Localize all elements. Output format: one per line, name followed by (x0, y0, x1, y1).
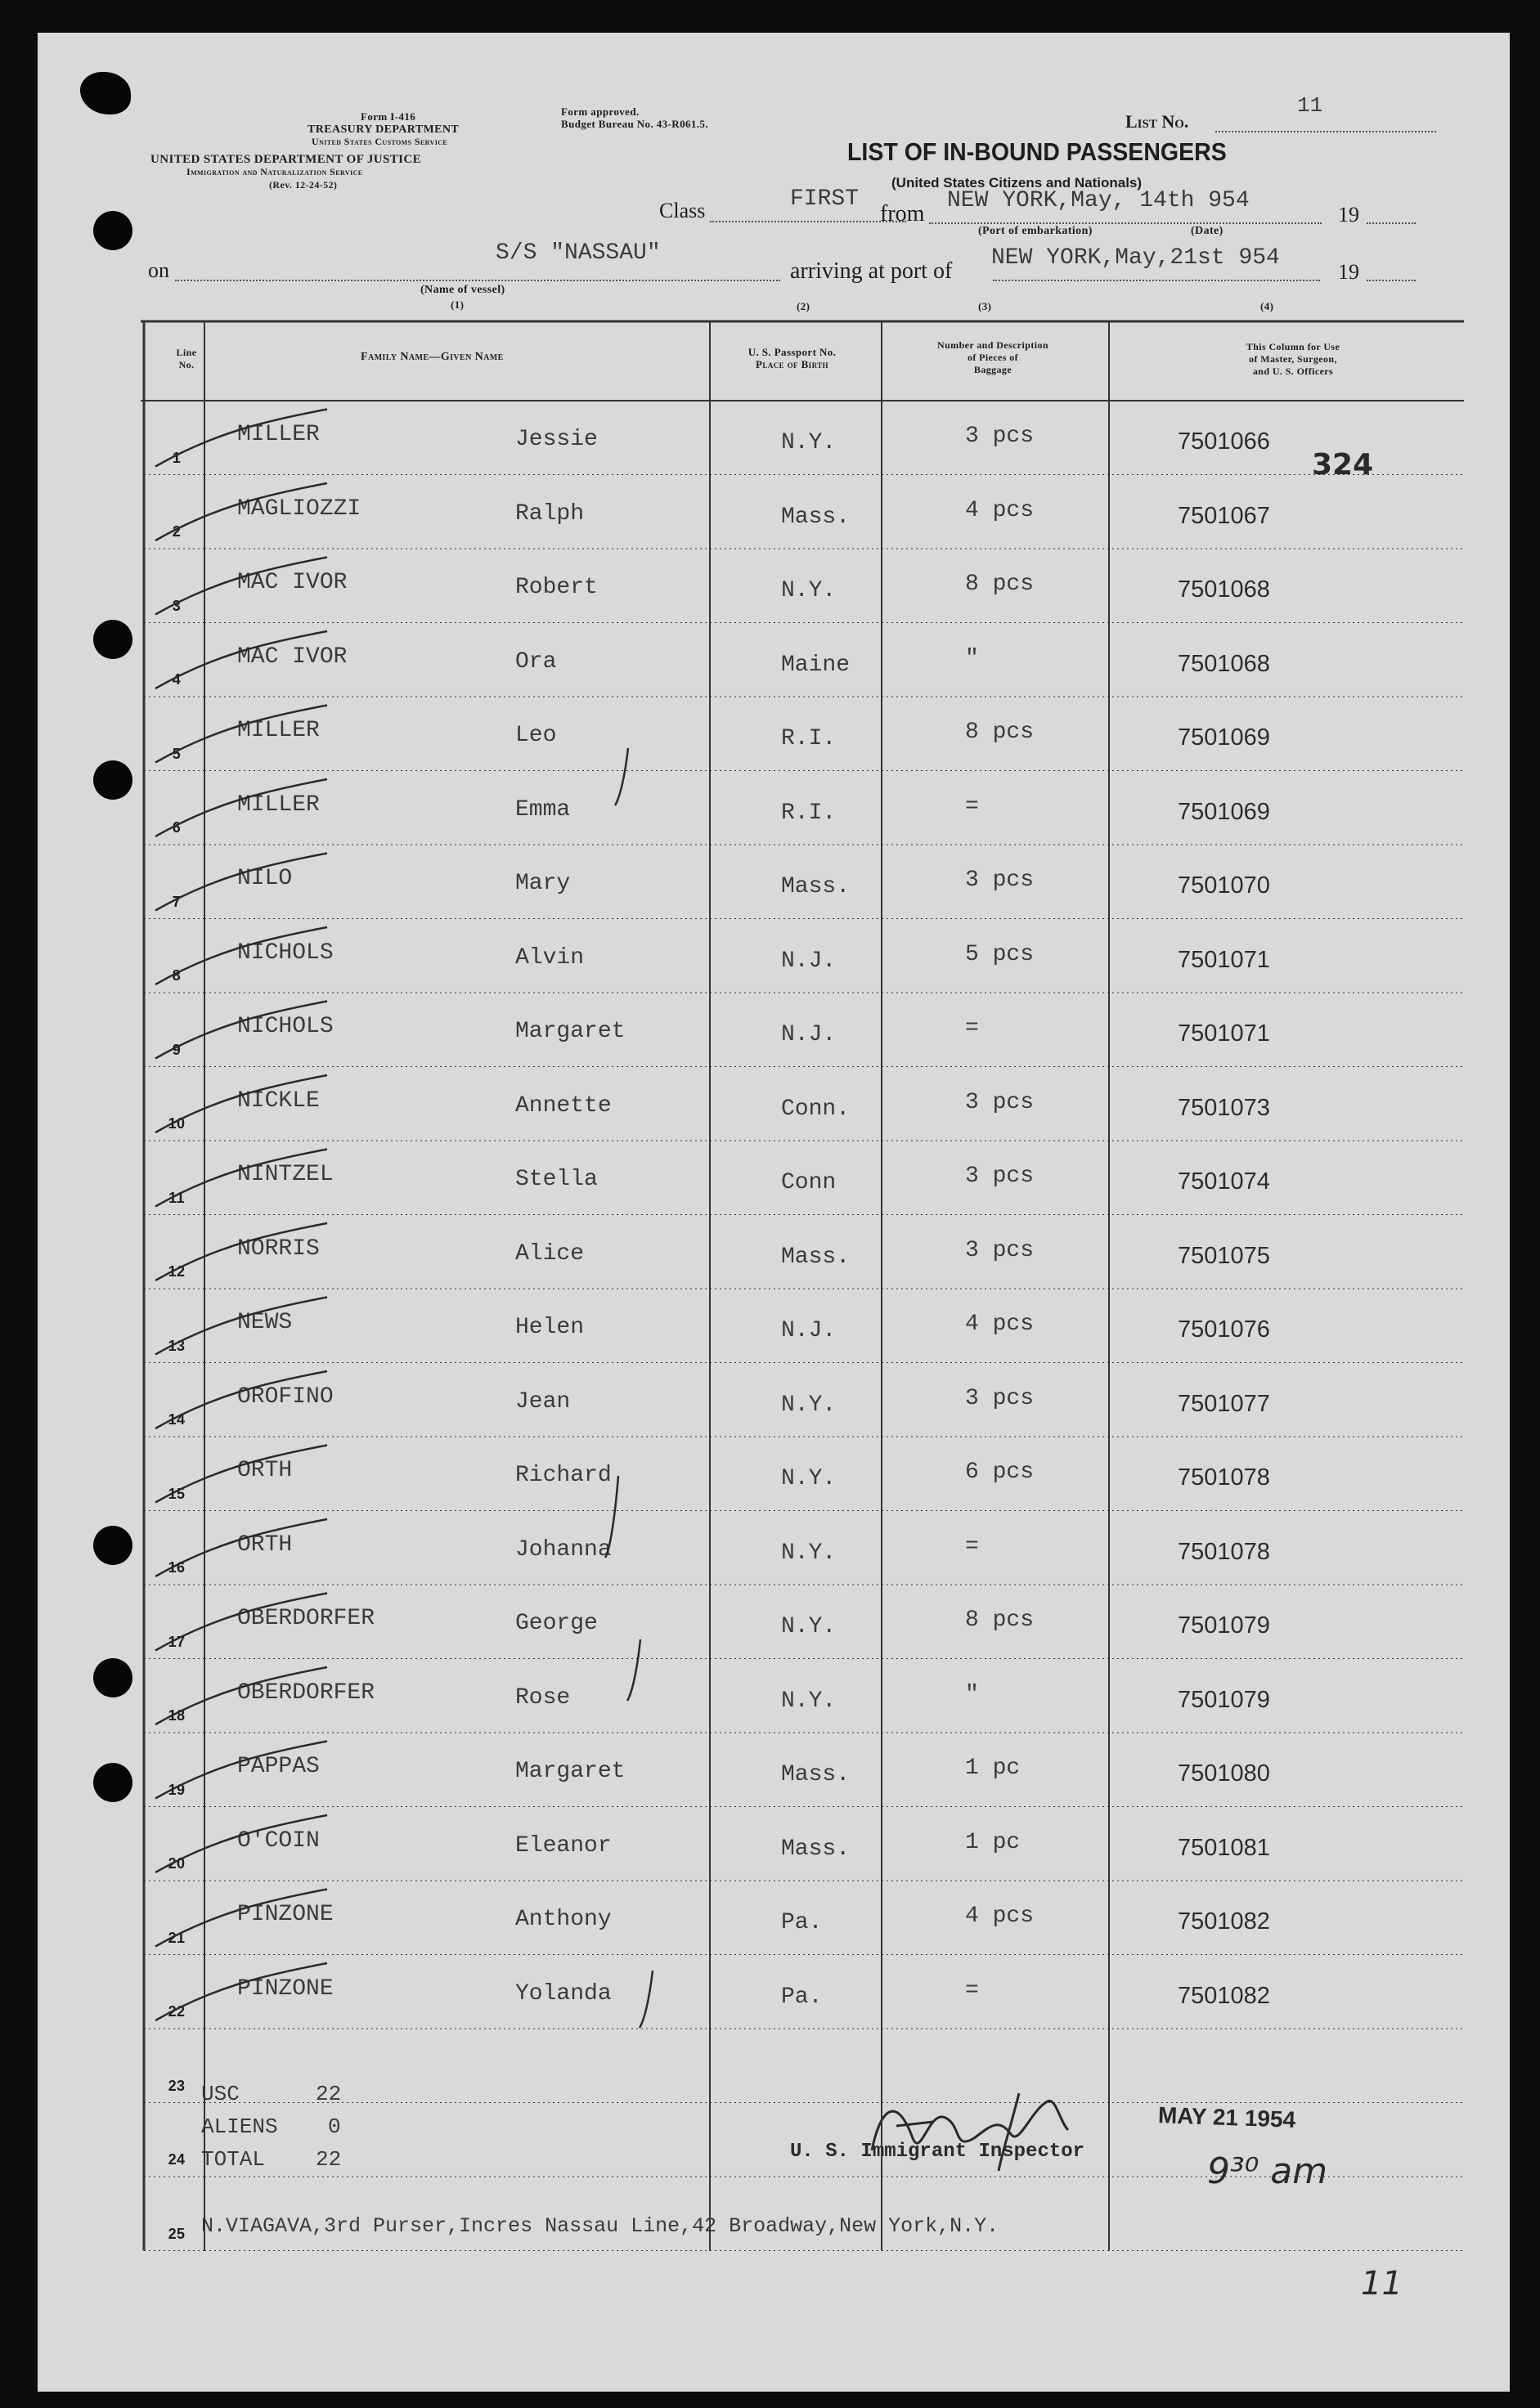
check-mark (155, 483, 327, 540)
line-number: 6 (172, 819, 182, 836)
baggage: 8 pcs (965, 1608, 1035, 1633)
family-name: OROFINO (237, 1383, 334, 1410)
year-prefix-1: 19 (1338, 203, 1359, 226)
check-mark (155, 1298, 327, 1355)
line-number: 23 (168, 2077, 186, 2094)
family-name: NICHOLS (237, 1014, 334, 1039)
line-number: 10 (168, 1115, 186, 1132)
place-of-birth: Conn (781, 1170, 837, 1195)
officer-number: 7501068 (1178, 576, 1270, 603)
check-mark (155, 706, 327, 763)
purser-line: N.VIAGAVA,3rd Purser,Incres Nassau Line,42 Broadway,New York,N.Y. (201, 2214, 999, 2238)
officer-number: 7501082 (1178, 1908, 1270, 1935)
baggage: 4 pcs (965, 1312, 1035, 1337)
place-of-birth: Conn. (781, 1096, 851, 1122)
place-of-birth: Mass. (781, 504, 851, 530)
col-head-officers-2: of Master, Surgeon, (1249, 353, 1337, 365)
given-name: Alice (515, 1240, 585, 1267)
family-name: NICHOLS (237, 939, 334, 966)
col-head-passport: U. S. Passport No. (748, 346, 837, 358)
budget-bureau: Budget Bureau No. 43-R061.5. (561, 118, 708, 130)
on-label: on (148, 258, 169, 282)
line-number: 5 (172, 745, 182, 762)
officer-number: 7501076 (1178, 1316, 1270, 1343)
place-of-birth: Mass. (781, 1762, 851, 1787)
given-name: Jean (515, 1388, 571, 1415)
col-head-birth: Place of Birth (756, 358, 828, 370)
baggage: = (965, 793, 979, 819)
place-of-birth: N.Y. (781, 1540, 837, 1566)
total-total-label: TOTAL (201, 2147, 266, 2172)
baggage: 1 pc (965, 1756, 1021, 1781)
officer-number: 7501069 (1178, 724, 1270, 751)
check-mark (155, 1815, 327, 1872)
family-name: MAC IVOR (237, 643, 348, 670)
place-of-birth: Mass. (781, 1244, 851, 1270)
date-caption: (Date) (1191, 225, 1223, 237)
officer-number: 7501069 (1178, 798, 1270, 825)
total-usc-label: USC (201, 2082, 240, 2106)
check-mark (155, 1002, 327, 1059)
col-4-caption: (4) (1260, 300, 1274, 312)
col-2-caption: (2) (797, 300, 810, 312)
check-mark (155, 1371, 327, 1428)
place-of-birth: Mass. (781, 874, 851, 899)
place-of-birth: N.J. (781, 1318, 837, 1343)
arrival-value: NEW YORK,May,21st 954 (991, 245, 1280, 271)
vessel-name: S/S "NASSAU" (496, 240, 661, 266)
line-number: 21 (168, 1929, 186, 1946)
baggage: 3 pcs (965, 1164, 1035, 1189)
family-group-tick (615, 748, 628, 805)
col-head-baggage-3: Baggage (973, 364, 1012, 375)
family-name: PAPPAS (237, 1754, 320, 1779)
officer-number: 7501079 (1178, 1612, 1270, 1639)
form-number: Form I-416 (361, 110, 416, 123)
line-number: 3 (172, 597, 182, 614)
stamp-date: MAY 21 1954 (1157, 2102, 1296, 2132)
total-usc-value: 22 (316, 2082, 342, 2106)
family-name: NORRIS (237, 1235, 320, 1262)
given-name: Emma (515, 796, 571, 823)
line-number: 15 (168, 1485, 186, 1502)
place-of-birth: N.J. (781, 1022, 837, 1047)
line-number: 1 (172, 449, 182, 466)
line-number: 12 (168, 1263, 186, 1280)
check-mark (155, 1519, 327, 1576)
given-name: Stella (515, 1167, 598, 1192)
from-label: from (880, 201, 925, 226)
given-name: Leo (515, 723, 557, 748)
place-of-birth: N.J. (781, 948, 837, 974)
list-no-label: List No. (1125, 111, 1189, 132)
check-mark (155, 558, 327, 615)
line-number: 2 (172, 523, 182, 540)
class-value: FIRST (790, 186, 860, 212)
line-number: 17 (168, 1633, 186, 1650)
officer-number: 7501070 (1178, 872, 1270, 899)
officer-number: 7501079 (1178, 1686, 1270, 1713)
baggage: 3 pcs (965, 424, 1035, 449)
line-number: 11 (168, 1189, 185, 1206)
baggage: 3 pcs (965, 1237, 1035, 1263)
line-number: 25 (168, 2225, 186, 2242)
family-name: ORTH (237, 1531, 293, 1558)
line-number: 24 (168, 2151, 186, 2168)
family-name: MILLER (237, 791, 320, 818)
place-of-birth: Pa. (781, 1910, 823, 1935)
customs-service: United States Customs Service (312, 136, 448, 147)
family-name: NEWS (237, 1310, 293, 1335)
check-mark (155, 1446, 327, 1503)
officer-number: 7501078 (1178, 1538, 1270, 1565)
officer-number: 7501078 (1178, 1464, 1270, 1491)
port-embarkation-caption: (Port of embarkation) (978, 225, 1093, 237)
officer-number: 7501071 (1178, 1020, 1270, 1047)
place-of-birth: Pa. (781, 1984, 823, 2010)
col-head-baggage: Number and Description (937, 339, 1048, 351)
check-mark (155, 927, 327, 984)
department-of-justice: UNITED STATES DEPARTMENT OF JUSTICE (150, 153, 422, 166)
year-prefix-2: 19 (1338, 260, 1359, 284)
officer-number: 7501081 (1178, 1834, 1270, 1861)
col-1-caption: (1) (451, 298, 465, 311)
arriving-label: arriving at port of (790, 258, 953, 284)
given-name: George (515, 1611, 598, 1636)
col-head-name: Family Name—Given Name (361, 351, 504, 363)
form-approved: Form approved. (561, 105, 640, 118)
family-name: O'COIN (237, 1827, 320, 1854)
inspector-time: 9³⁰ am (1207, 2150, 1328, 2192)
family-name: NINTZEL (237, 1162, 334, 1187)
baggage: " (965, 1681, 979, 1707)
list-no-value: 11 (1297, 93, 1323, 118)
family-name: PINZONE (237, 1975, 334, 2002)
family-name: MILLER (237, 718, 320, 743)
officer-number: 7501075 (1178, 1242, 1270, 1269)
officer-number: 7501066 (1178, 428, 1270, 455)
baggage: = (965, 1533, 979, 1559)
given-name: Mary (515, 871, 571, 896)
baggage: 8 pcs (965, 572, 1035, 597)
check-mark (155, 1150, 327, 1207)
family-name: MILLER (237, 422, 320, 447)
given-name: Jessie (515, 427, 598, 452)
given-name: Margaret (515, 1759, 626, 1784)
place-of-birth: R.I. (781, 800, 837, 826)
family-name: NICKLE (237, 1087, 320, 1114)
footer-mark: 11 (1361, 2265, 1403, 2303)
total-aliens-value: 0 (328, 2114, 341, 2139)
baggage: 3 pcs (965, 868, 1035, 893)
document-subtitle: (United States Citizens and Nationals) (891, 175, 1143, 191)
check-mark (155, 1963, 327, 2020)
ins-service: Immigration and Naturalization Service (186, 166, 363, 177)
family-group-tick (640, 1971, 653, 2028)
officer-number: 7501082 (1178, 1982, 1270, 2009)
check-mark (155, 1742, 327, 1799)
place-of-birth: N.Y. (781, 430, 837, 455)
check-mark (155, 779, 327, 836)
baggage: " (965, 645, 979, 671)
given-name: Ralph (515, 500, 585, 527)
col-head-officers: This Column for Use (1246, 341, 1340, 352)
baggage: 5 pcs (965, 941, 1035, 967)
officer-number: 7501080 (1178, 1760, 1270, 1787)
col-head-baggage-2: of Pieces of (967, 352, 1019, 363)
vessel-caption: (Name of vessel) (420, 284, 505, 296)
check-mark (155, 1075, 327, 1132)
baggage: 6 pcs (965, 1460, 1035, 1485)
officer-number: 7501073 (1178, 1094, 1270, 1121)
family-name: NILO (237, 866, 293, 891)
check-mark (155, 1594, 327, 1651)
given-name: Annette (515, 1092, 612, 1119)
baggage: 4 pcs (965, 1904, 1035, 1929)
baggage: = (965, 1977, 979, 2003)
line-number: 20 (168, 1855, 186, 1872)
check-mark (155, 854, 327, 911)
line-number: 19 (168, 1781, 186, 1798)
baggage: 3 pcs (965, 1385, 1035, 1411)
given-name: Yolanda (515, 1980, 612, 2007)
family-name: PINZONE (237, 1902, 334, 1927)
line-number: 7 (172, 893, 182, 910)
family-name: OBERDORFER (237, 1606, 375, 1631)
col-head-line-2: No. (178, 359, 195, 370)
place-of-birth: N.Y. (781, 1688, 837, 1714)
line-number: 22 (168, 2003, 186, 2020)
line-number: 9 (172, 1041, 182, 1058)
class-label: Class (659, 199, 706, 222)
family-name: MAGLIOZZI (237, 496, 361, 522)
baggage: 3 pcs (965, 1089, 1035, 1115)
given-name: Johanna (515, 1536, 612, 1563)
line-number: 13 (168, 1337, 186, 1354)
given-name: Anthony (515, 1907, 612, 1932)
baggage: 8 pcs (965, 720, 1035, 745)
given-name: Helen (515, 1315, 585, 1340)
check-mark (155, 1667, 327, 1724)
treasury-department: TREASURY DEPARTMENT (308, 123, 460, 136)
family-name: MAC IVOR (237, 570, 348, 595)
total-total-value: 22 (316, 2147, 342, 2172)
given-name: Robert (515, 575, 598, 600)
place-of-birth: Mass. (781, 1836, 851, 1862)
family-group-tick (605, 1476, 618, 1558)
given-name: Rose (515, 1684, 571, 1711)
officer-number: 7501074 (1178, 1168, 1270, 1195)
inspector-label: U. S. Immigrant Inspector (790, 2141, 1085, 2163)
place-of-birth: Maine (781, 652, 851, 678)
place-of-birth: N.Y. (781, 578, 837, 603)
document-title: LIST OF IN-BOUND PASSENGERS (847, 137, 1227, 166)
place-of-birth: N.Y. (781, 1466, 837, 1491)
embarkation-value: NEW YORK,May, 14th 954 (947, 188, 1250, 213)
place-of-birth: N.Y. (781, 1392, 837, 1418)
annotation-324: 324 (1312, 448, 1374, 482)
line-number: 16 (168, 1559, 186, 1576)
officer-number: 7501067 (1178, 502, 1270, 529)
line-number: 4 (172, 671, 182, 688)
family-name: ORTH (237, 1458, 293, 1483)
given-name: Alvin (515, 944, 585, 971)
check-mark (155, 1223, 327, 1280)
line-number: 8 (172, 967, 182, 984)
total-aliens-label: ALIENS (201, 2114, 278, 2139)
officer-number: 7501077 (1178, 1390, 1270, 1417)
baggage: 4 pcs (965, 497, 1035, 523)
check-mark (155, 410, 327, 467)
officer-number: 7501071 (1178, 946, 1270, 973)
family-name: OBERDORFER (237, 1679, 375, 1706)
given-name: Eleanor (515, 1832, 612, 1859)
revision-date: (Rev. 12-24-52) (269, 179, 338, 191)
col-head-officers-3: and U. S. Officers (1252, 365, 1334, 377)
col-head-line: Line (176, 347, 197, 358)
check-mark (155, 1890, 327, 1947)
officer-number: 7501068 (1178, 650, 1270, 677)
line-number: 14 (168, 1411, 186, 1428)
given-name: Margaret (515, 1019, 626, 1044)
col-3-caption: (3) (978, 300, 992, 312)
given-name: Richard (515, 1463, 612, 1488)
line-number: 18 (168, 1707, 186, 1724)
given-name: Ora (515, 648, 557, 675)
place-of-birth: R.I. (781, 726, 837, 751)
baggage: = (965, 1016, 979, 1041)
check-mark (155, 631, 327, 688)
baggage: 1 pc (965, 1829, 1021, 1855)
family-group-tick (627, 1639, 640, 1701)
place-of-birth: N.Y. (781, 1614, 837, 1639)
